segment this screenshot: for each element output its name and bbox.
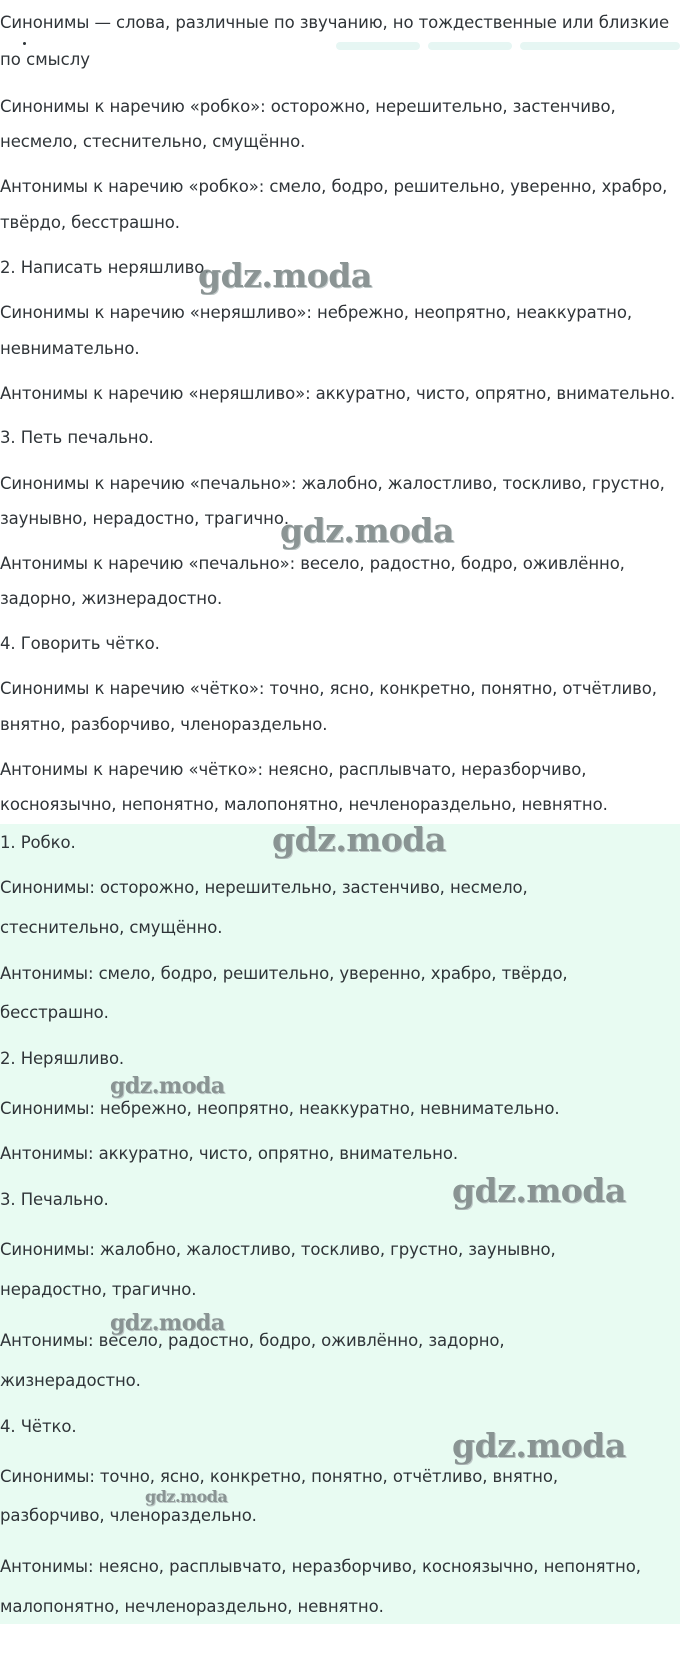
watermark-logo: gdz.moda <box>198 256 372 295</box>
decorative-bar <box>336 42 420 50</box>
watermark-logo: gdz.moda <box>452 1171 626 1210</box>
answer-heading: 2. Неряшливо. <box>0 1049 125 1068</box>
watermark-logo: gdz.moda <box>280 511 454 550</box>
decorative-bar <box>428 42 512 50</box>
answer-heading: 1. Робко. <box>0 833 76 852</box>
watermark-logo: gdz.moda <box>110 1073 225 1099</box>
answer-line: Синонимы: небрежно, неопрятно, неаккуратно, невнимательно. <box>0 1099 560 1118</box>
watermark-logo: gdz.moda <box>452 1426 626 1465</box>
watermark-logo: gdz.moda <box>110 1310 225 1336</box>
answer-line: Антонимы: весело, радостно, бодро, оживлённо, задорно, <box>0 1331 505 1350</box>
answer-line: нерадостно, трагично. <box>0 1280 197 1299</box>
answer-section-background <box>0 824 680 1624</box>
answer-heading: 4. Чётко. <box>0 1417 77 1436</box>
paragraph-line: Синонимы к наречию «печально»: жалобно, жалостливо, тоскливо, грустно, <box>0 474 665 493</box>
paragraph-line: Антонимы к наречию «чётко»: неясно, расплывчато, неразборчиво, <box>0 760 587 779</box>
paragraph-line: косноязычно, непонятно, малопонятно, нечленораздельно, невнятно. <box>0 795 608 814</box>
answer-line: Синонимы: точно, ясно, конкретно, понятно, отчётливо, внятно, <box>0 1467 558 1486</box>
answer-line: малопонятно, нечленораздельно, невнятно. <box>0 1597 384 1616</box>
answer-line: разборчиво, членораздельно. <box>0 1506 257 1525</box>
watermark-logo: gdz.moda <box>272 820 446 859</box>
paragraph-line: внятно, разборчиво, членораздельно. <box>0 715 328 734</box>
paragraph-line: задорно, жизнерадостно. <box>0 589 223 608</box>
answer-heading: 3. Печально. <box>0 1190 109 1209</box>
clipped-line <box>0 50 140 74</box>
paragraph-line: Антонимы к наречию «неряшливо»: аккуратно, чисто, опрятно, внимательно. <box>0 384 676 403</box>
paragraph-line: заунывно, нерадостно, трагично. <box>0 509 290 528</box>
answer-line: стеснительно, смущённо. <box>0 918 223 937</box>
section-heading: 4. Говорить чётко. <box>0 634 160 653</box>
section-heading: 3. Петь печально. <box>0 428 154 447</box>
paragraph-line: твёрдо, бесстрашно. <box>0 213 180 232</box>
paragraph-line: невнимательно. <box>0 339 140 358</box>
paragraph-line: Синонимы к наречию «неряшливо»: небрежно, неопрятно, неаккуратно, <box>0 303 632 322</box>
watermark-logo: gdz.moda <box>145 1487 228 1506</box>
paragraph-line: несмело, стеснительно, смущённо. <box>0 132 306 151</box>
paragraph-line: Синонимы к наречию «робко»: осторожно, нерешительно, застенчиво, <box>0 97 616 116</box>
decorative-bar <box>520 42 680 50</box>
intro-line: Синонимы — слова, различные по звучанию, но тождественные или близкие <box>0 13 670 32</box>
answer-line: Антонимы: смело, бодро, решительно, уверенно, храбро, твёрдо, <box>0 964 568 983</box>
answer-line: Антонимы: неясно, расплывчато, неразборчиво, косноязычно, непонятно, <box>0 1557 641 1576</box>
answer-line: Синонимы: жалобно, жалостливо, тоскливо, грустно, заунывно, <box>0 1240 556 1259</box>
answer-line: жизнерадостно. <box>0 1371 141 1390</box>
answer-line: Антонимы: аккуратно, чисто, опрятно, внимательно. <box>0 1144 459 1163</box>
paragraph-line: Синонимы к наречию «чётко»: точно, ясно, конкретно, понятно, отчётливо, <box>0 679 657 698</box>
section-heading: 2. Написать неряшливо. <box>0 258 210 277</box>
bullet-dot <box>23 42 26 45</box>
clipped-line-text: по смыслу <box>0 50 91 69</box>
paragraph-line: Антонимы к наречию «робко»: смело, бодро, решительно, уверенно, храбро, <box>0 177 668 196</box>
paragraph-line: Антонимы к наречию «печально»: весело, радостно, бодро, оживлённо, <box>0 554 625 573</box>
answer-line: Синонимы: осторожно, нерешительно, застенчиво, несмело, <box>0 878 528 897</box>
answer-line: бесстрашно. <box>0 1003 109 1022</box>
